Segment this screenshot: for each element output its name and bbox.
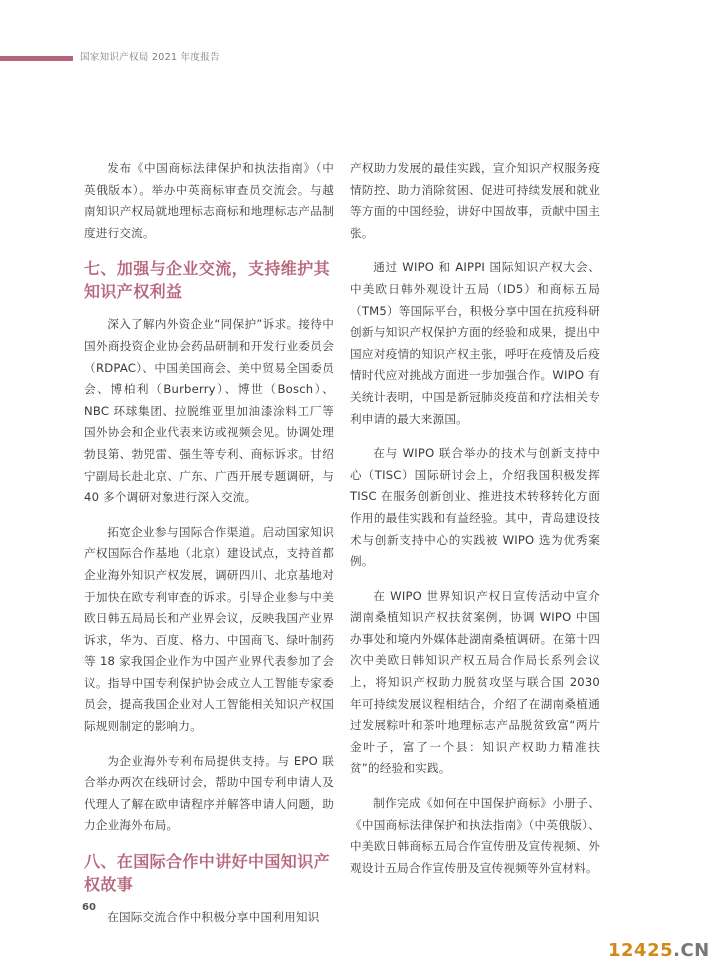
right-column bbox=[350, 158, 600, 892]
paragraph: 产权助力发展的最佳实践，宣介知识产权服务疫情防控、助力消除贫困、促进可持续发展和就业等方面的中国经验，讲好中国故事，贡献中国主张。 bbox=[350, 161, 600, 240]
watermark-suffix: .CN bbox=[673, 940, 710, 961]
paragraph: 拓宽企业参与国际合作渠道。启动国家知识产权国际合作基地（北京）建设试点，支持首都企业海外知识产权发展，调研四川、北京基地对于加快在欧专利审查的诉求。引导企业参与中美欧日韩五局局长和产业界会议，反映我国产业界诉求，华为、百度、格力、中国商飞、绿叶制药等 18 家我国企业作为中国产业界代表参加了会议。指导中国专利保护协会成立人工智能专家委员会，提高我国企业对人工智能相关知识产权国际规则制定的影响力。 bbox=[84, 524, 334, 734]
paragraph: 制作完成《如何在中国保护商标》小册子、《中国商标法律保护和执法指南》（中英俄版）、中美欧日韩商标五局合作宣传册及宣传视频、外观设计五局合作宣传册及宣传视频等外宣材料。 bbox=[350, 796, 600, 875]
left-column bbox=[84, 158, 334, 942]
page-number: 60 bbox=[82, 902, 96, 913]
paragraph: 在 WIPO 世界知识产权日宣传活动中宣介湖南桑植知识产权扶贫案例，协调 WIPO 中国办事处和境内外媒体赴湖南桑植调研。在第十四次中美欧日韩知识产权五局合作局长系列会议上，将知识产权助力脱贫攻坚与联合国 2030 年可持续发展议程相结合，介绍了在湖南桑植通过发展粽叶和茶叶地理标志产品脱贫致富“两片金叶子，富了一个县：知识产权助力精准扶贫”的经验和实践。 bbox=[350, 588, 600, 776]
paragraph: 通过 WIPO 和 AIPPI 国际知识产权大会、中美欧日韩外观设计五局（ID5）和商标五局（TM5）等国际平台，积极分享中国在抗疫科研创新与知识产权保护方面的经验和成果，提出中国应对疫情的知识产权主张，呼吁在疫情及后疫情时代应对挑战方面进一步加强合作。WIPO 有关统计表明，中国是新冠肺炎疫苗和疗法相关专利申请的最大来源国。 bbox=[350, 260, 600, 426]
paragraph: 在与 WIPO 联合举办的技术与创新支持中心（TISC）国际研讨会上，介绍我国积极发挥 TISC 在服务创新创业、推进技术转移转化方面作用的最佳实践和有益经验。其中，青岛建设技术与创新支持中心的实践被 WIPO 选为优秀案例。 bbox=[350, 446, 600, 569]
watermark bbox=[608, 940, 710, 961]
watermark-main: 12425 bbox=[608, 940, 674, 961]
section-heading-8: 八、在国际合作中讲好中国知识产权故事 bbox=[84, 852, 331, 895]
section-heading-7: 七、加强与企业交流，支持维护其知识产权利益 bbox=[84, 259, 331, 302]
running-header: 国家知识产权局 2021 年度报告 bbox=[80, 52, 220, 63]
header-accent-bar bbox=[0, 56, 73, 61]
paragraph: 为企业海外专利布局提供支持。与 EPO 联合举办两次在线研讨会，帮助中国专利申请人及代理人了解在欧申请程序并解答申请人问题，助力企业海外布局。 bbox=[84, 753, 334, 833]
paragraph: 发布《中国商标法律保护和执法指南》（中英俄版本）。举办中英商标审查员交流会。与越南知识产权局就地理标志商标和地理标志产品制度进行交流。 bbox=[84, 161, 334, 240]
paragraph: 在国际交流合作中积极分享中国利用知识 bbox=[107, 910, 320, 925]
paragraph: 深入了解内外资企业“同保护”诉求。接待中国外商投资企业协会药品研制和开发行业委员会（RDPAC）、中国美国商会、美中贸易全国委员会、博柏利（Burberry）、博世（Bosch）、NBC 环球集团、拉脱维亚里加油漆涂料工厂等国外协会和企业代表来访或视频会见。协调处理勃艮第、勃兕雷、强生等专利、商标诉求。甘绍宁副局长赴北京、广东、广西开展专题调研，与 40 多个调研对象进行深入交流。 bbox=[84, 317, 334, 505]
